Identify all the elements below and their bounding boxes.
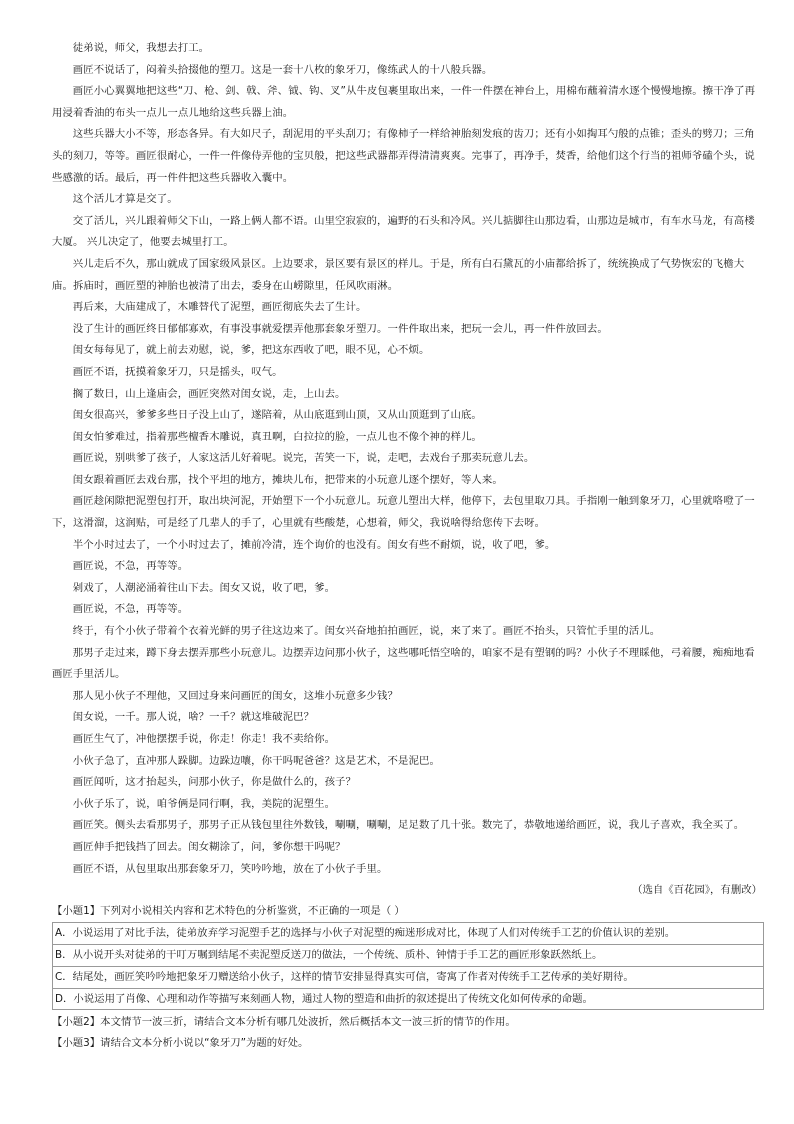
story-paragraph: 闺女很高兴，爹爹多些日子没上山了，遂陪着，从山底逛到山顶，又从山顶逛到了山底。: [72, 409, 482, 422]
story-paragraph: 画匠说，别哄爹了孩子，人家这活儿好着呢。说完，苦笑一下，说，走吧，去戏台子那卖玩意儿去。: [72, 452, 535, 465]
story-body: [52, 38, 764, 880]
story-paragraph: 画匠小心翼翼地把这些“刀、枪、剑、戟、斧、钺、钩、叉”从牛皮包裹里取出来，一件一件摆在神台上，用棉布蘸着清水逐个慢慢地擦。擦干净了再用浸着香油的布头一点儿一点儿地给这些兵器上油。: [52, 85, 756, 119]
story-paragraph: 这个活儿才算是交了。: [72, 193, 178, 206]
question-1-options: [52, 922, 764, 1010]
story-paragraph: 小伙子乐了，说，咱爷俩是同行啊，我，美院的泥塑生。: [72, 797, 336, 810]
story-paragraph: 画匠笑。侧头去看那男子，那男子正从钱包里往外数钱，唰唰，唰唰，足足数了几十张。数完了，恭敬地递给画匠，说，我儿子喜欢，我全买了。: [72, 819, 745, 832]
story-paragraph: 那人见小伙子不理他，又回过身来问画匠的闺女，这堆小玩意多少钱？: [72, 689, 399, 702]
question-1: 【小题1】下列对小说相关内容和艺术特色的分析鉴赏，不正确的一项是（ ）: [52, 905, 405, 918]
story-paragraph: 那男子走过来，蹲下身去摆弄那些小玩意儿。边摆弄边问那小伙子，这些哪吒悟空啥的，咱家不是有塑钢的吗？小伙子不理睬他，弓着腰，痴痴地看画匠手里活儿。: [52, 646, 755, 681]
story-paragraph: 兴儿走后不久，那山就成了国家级风景区。上边要求，景区要有景区的样儿。于是，所有白石黛瓦的小庙都给拆了，统统换成了气势恢宏的飞檐大庙。拆庙时，画匠塑的神胎也被清了出去，委身在山崂隙里，任风吹雨淋。: [52, 257, 745, 292]
story-paragraph: 再后来，大庙建成了，木雕替代了泥塑，画匠彻底失去了生计。: [72, 301, 367, 314]
option-a: A．小说运用了对比手法，徒弟放弃学习泥塑手艺的选择与小伙子对泥塑的痴迷形成对比，体现了人们对传统手工艺的价值认识的差别。: [53, 923, 763, 945]
story-paragraph: 画匠说，不急，再等等。: [72, 603, 189, 616]
story-paragraph: 画匠伸手把钱挡了回去。闺女糊涂了，问，爹你想干吗呢？: [72, 840, 346, 853]
story-paragraph: 这些兵器大小不等，形态各异。有大如尺子，刮泥用的平头刮刀；有像柿子一样给神胎刻发痕的齿刀；还有小如掏耳勺般的点锥；歪头的劈刀；三角头的刻刀，等等。画匠很耐心，一件一件像侍弄他的宝贝般，把这些武器都弄得清清爽爽。完事了，再净手，焚香，给他们这个行当的祖师爷磕个头，说些感激的话。最后，再一件件把这些兵器收入囊中。: [52, 128, 755, 184]
story-paragraph: 搁了数日，山上逢庙会，画匠突然对闺女说，走，上山去。: [72, 387, 346, 400]
option-d: D．小说运用了肖像、心理和动作等描写来刻画人物，通过人物的塑造和曲折的叙述提出了传统文化如何传承的命题。: [55, 992, 593, 1005]
story-paragraph: 半个小时过去了，一个小时过去了，摊前冷清，连个询价的也没有。闺女有些不耐烦，说，收了吧，爹。: [72, 538, 556, 551]
story-paragraph: 画匠不说话了，闷着头拾掇他的塑刀。这是一套十八枚的象牙刀，像练武人的十八般兵器。: [72, 63, 493, 76]
story-paragraph: 画匠说，不急，再等等。: [72, 560, 189, 573]
question-3: 【小题3】请结合文本分析小说以“象牙刀”为题的好处。: [52, 1037, 309, 1050]
story-paragraph: 终于，有个小伙子带着个衣着光鲜的男子往这边来了。闺女兴奋地拍拍画匠，说，来了来了。画匠不抬头，只管忙手里的活儿。: [72, 625, 661, 638]
story-paragraph: 小伙子急了，直冲那人跺脚。边跺边嚷，你干吗呢爸爸？这是艺术，不是泥巴。: [72, 754, 440, 767]
document-page: [52, 38, 764, 1054]
story-paragraph: 画匠不语，从包里取出那套象牙刀，笑吟吟地，放在了小伙子手里。: [72, 862, 388, 875]
story-paragraph: 画匠闻听，这才抬起头，问那小伙子，你是做什么的，孩子？: [72, 776, 357, 789]
story-paragraph: 画匠生气了，冲他摆摆手说，你走！你走！我不卖给你。: [72, 733, 336, 745]
option-b: B．从小说开头对徒弟的干叮万嘱到结尾不卖泥塑反送刀的做法，一个传统、质朴、钟情于手工艺的画匠形象跃然纸上。: [53, 945, 763, 967]
story-paragraph: 没了生计的画匠终日郁郁寡欢，有事没事就爱摆弄他那套象牙塑刀。一件件取出来，把玩一会儿，再一件件放回去。: [72, 322, 608, 335]
story-paragraph: 交了活儿，兴儿跟着师父下山，一路上俩人都不语。山里空寂寂的，遍野的石头和冷风。兴儿掂脚往山那边看，山那边是城市，有车水马龙，有高楼大厦。 兴儿决定了，他要去城里打工。: [52, 214, 755, 249]
story-paragraph: 画匠趁闲隙把泥塑包打开，取出块河泥，开始塑下一个小玩意儿。玩意儿塑出大样，他停下，去包里取刀具。手指刚一触到象牙刀，心里就咯噔了一下，这滑溜，这润贴，可是经了几辈人的手了，心里就有些酸楚，心想着，师父，我说啥得给您传下去呀。: [52, 495, 755, 530]
story-paragraph: 闺女跟着画匠去戏台那，找个平坦的地方，摊块儿布，把带来的小玩意儿逐个摆好，等人来。: [72, 473, 503, 486]
question-2: 【小题2】本文情节一波三折，请结合文本分析有哪几处波折，然后概括本文一波三折的情节的作用。: [52, 1016, 516, 1029]
story-paragraph: 徒弟说，师父，我想去打工。: [72, 42, 210, 54]
story-paragraph: 剁戏了，人潮泌涌着往山下去。闺女又说，收了吧，爹。: [72, 581, 336, 594]
story-paragraph: 闺女怕爹难过，指着那些檀香木雕说，真丑啊，白拉拉的脸，一点儿也不像个神的样儿。: [72, 430, 482, 443]
option-c: C．结尾处，画匠笑吟吟地把象牙刀赠送给小伙子，这样的情节安排显得真实可信，寄寓了作者对传统手工艺传承的美好期待。: [53, 967, 763, 989]
source-citation: （选自《百花园》，有删改）: [632, 884, 762, 897]
story-paragraph: 闺女每每见了，就上前去劝慰，说，爹，把这东西收了吧，眼不见，心不烦。: [72, 344, 430, 357]
story-paragraph: 闺女说，一千。那人说，啥？一千？就这堆破泥巴？: [72, 711, 315, 724]
story-paragraph: 画匠不语，抚摸着象牙刀，只是摇头，叹气。: [72, 365, 283, 378]
